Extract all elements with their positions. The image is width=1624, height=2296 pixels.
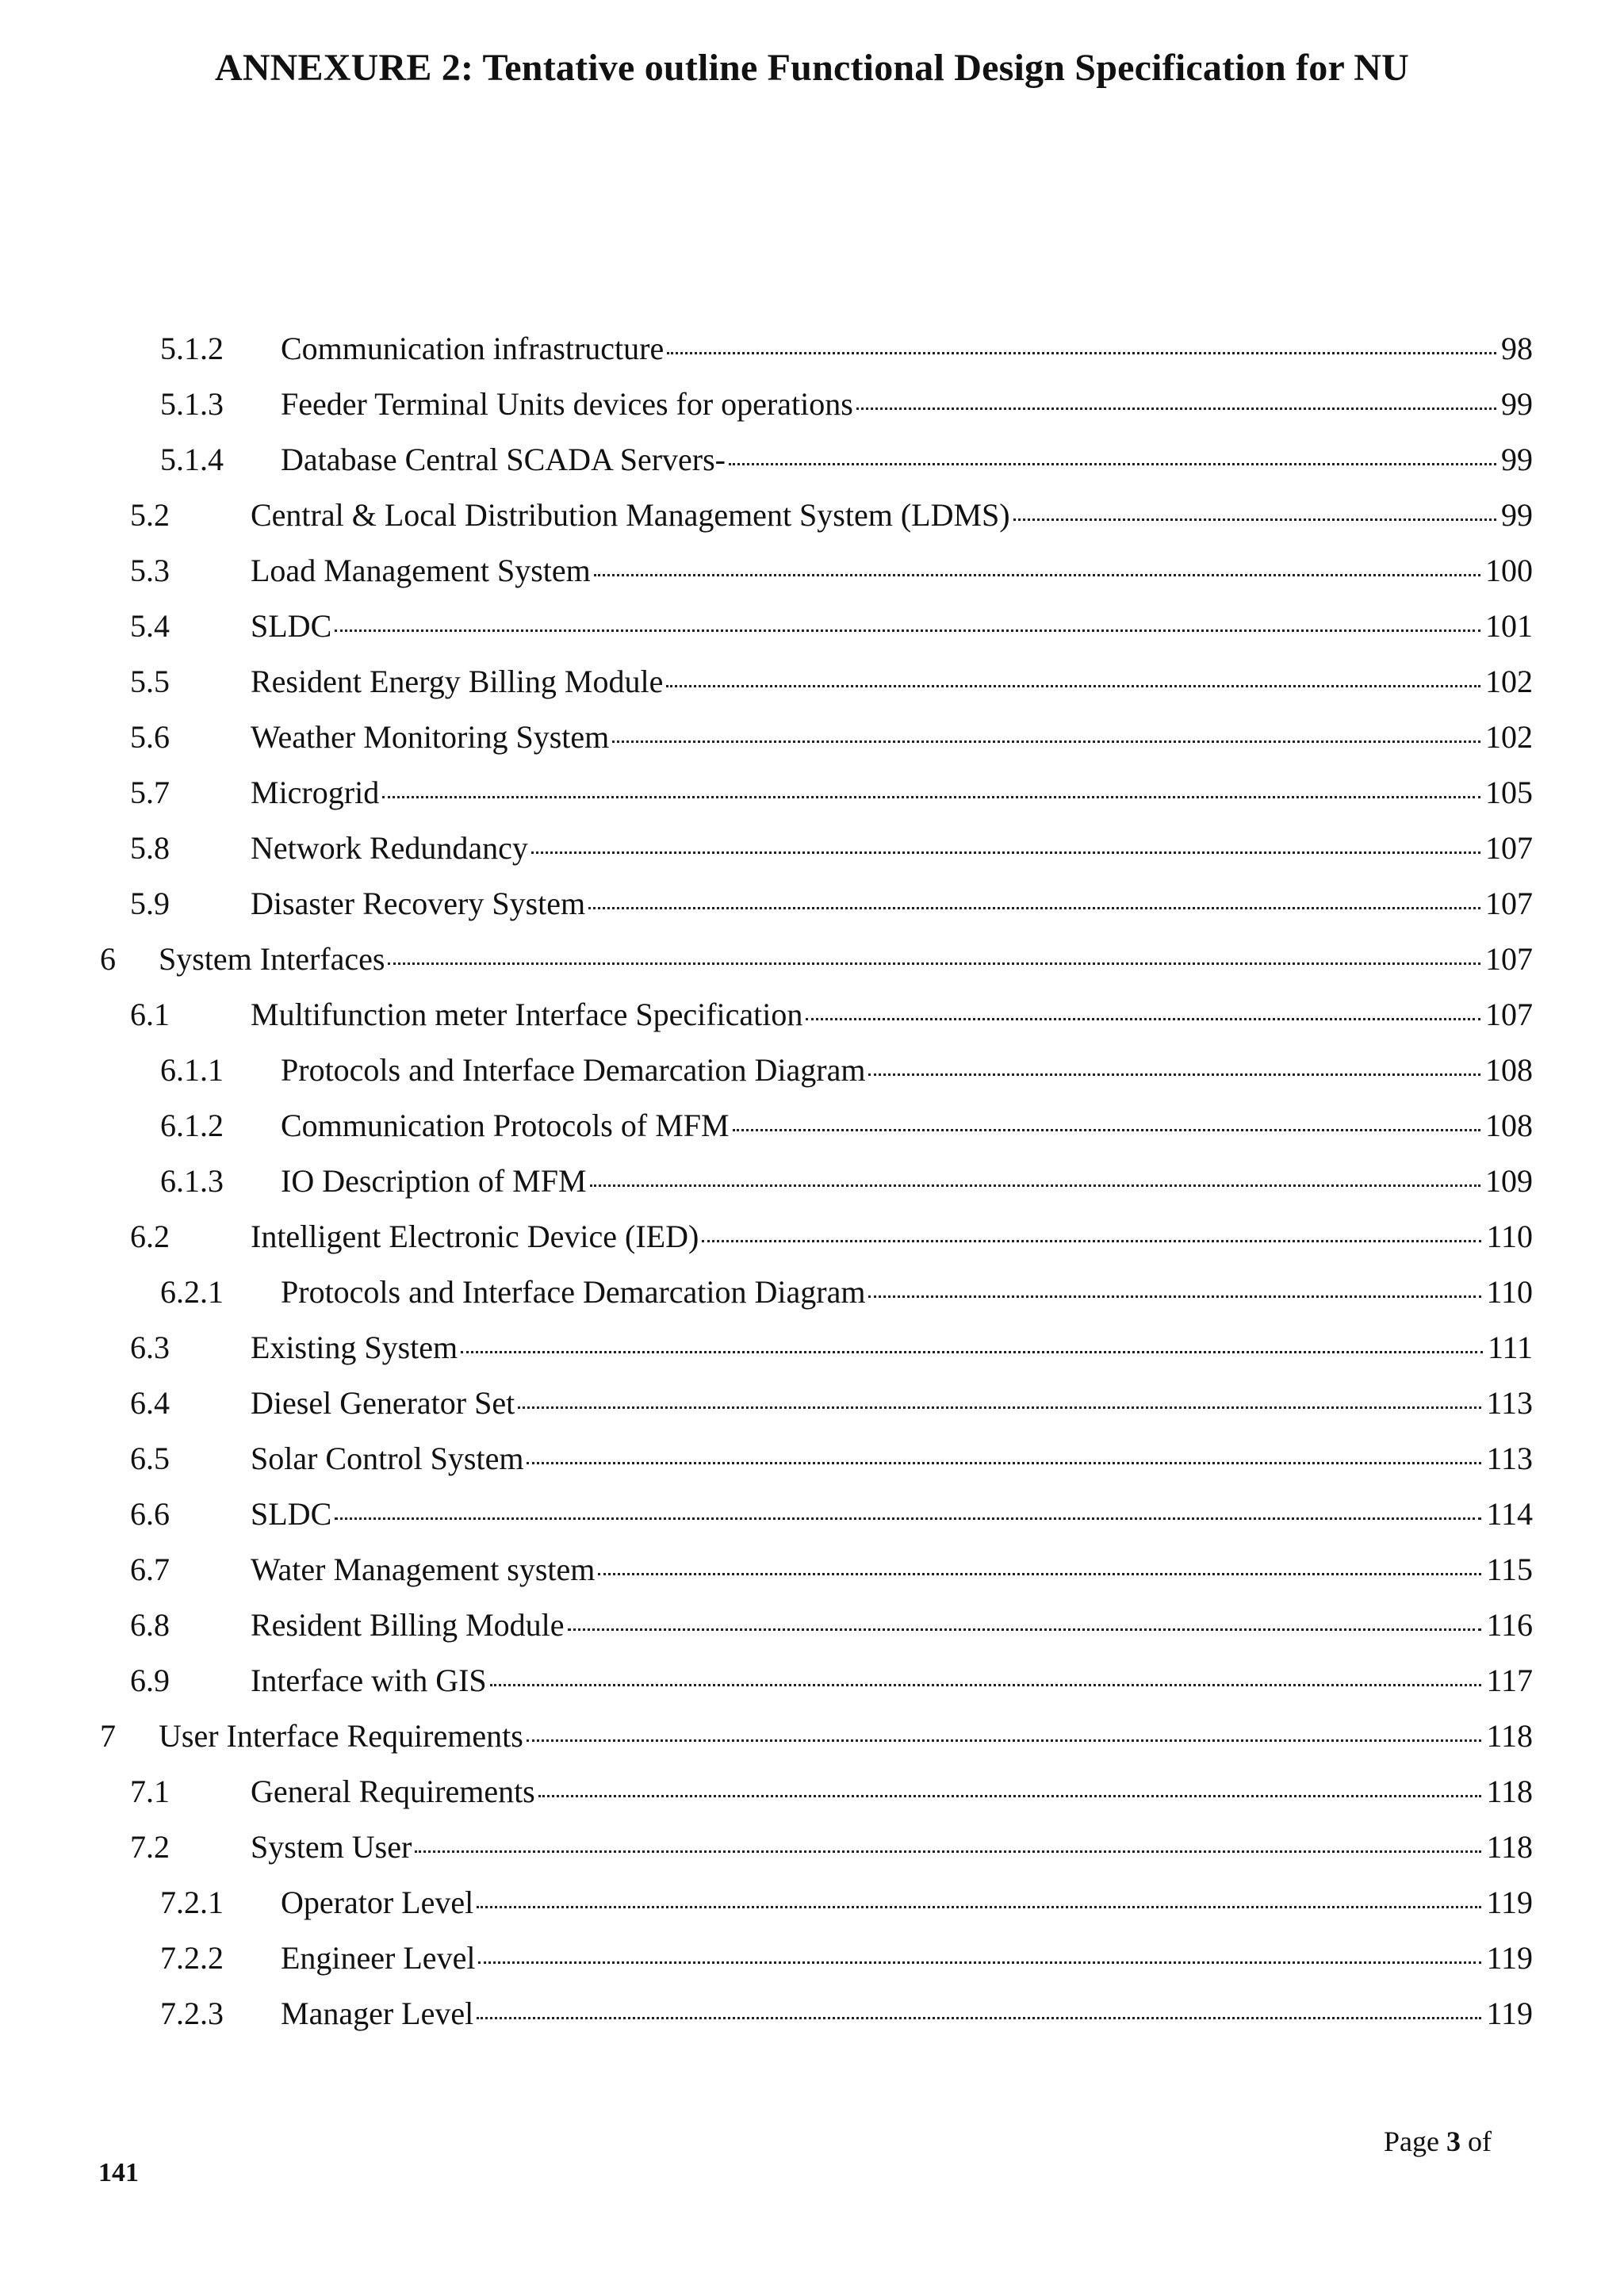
toc-section-title: Solar Control System (251, 1441, 524, 1476)
toc-dot-leader (335, 1517, 1481, 1520)
toc-section-number: 5.8 (130, 830, 170, 866)
toc-dot-leader (531, 851, 1480, 854)
toc-page-number: 118 (1486, 1718, 1533, 1754)
toc-page-number: 116 (1486, 1607, 1533, 1643)
toc-section-title: Interface with GIS (251, 1663, 487, 1698)
toc-dot-leader (856, 408, 1496, 410)
toc-section-number: 6 (100, 941, 116, 977)
toc-page-number: 109 (1485, 1163, 1533, 1199)
current-page: 3 (1446, 2126, 1461, 2157)
toc-entry-link[interactable] (281, 1931, 1533, 1986)
toc-section-number: 6.5 (130, 1441, 170, 1476)
toc-entry-link[interactable] (251, 654, 1533, 710)
toc-dot-leader (538, 1795, 1482, 1797)
toc-section-number: 6.4 (130, 1385, 170, 1421)
toc-page-number: 107 (1485, 997, 1533, 1032)
toc-row[interactable] (0, 1043, 1624, 1098)
toc-section-title: Diesel Generator Set (251, 1385, 515, 1421)
toc-dot-leader (590, 1184, 1480, 1187)
toc-section-title: Microgrid (251, 775, 380, 810)
toc-entry-link[interactable] (251, 876, 1533, 932)
toc-row[interactable] (0, 1931, 1624, 1986)
toc-page-number: 115 (1486, 1552, 1533, 1587)
toc-section-number: 7.2.2 (160, 1940, 224, 1976)
toc-page-number: 113 (1486, 1441, 1533, 1476)
toc-dot-leader (415, 1850, 1481, 1853)
toc-page-number: 110 (1486, 1274, 1533, 1310)
toc-section-title: SLDC (251, 608, 332, 644)
toc-dot-leader (1013, 519, 1496, 521)
toc-dot-leader (527, 1462, 1481, 1464)
toc-section-number: 6.6 (130, 1496, 170, 1532)
toc-page-number: 118 (1486, 1829, 1533, 1865)
toc-entry-link[interactable] (251, 1320, 1533, 1376)
toc-page-number: 114 (1486, 1496, 1533, 1532)
toc-section-title: Operator Level (281, 1885, 474, 1920)
toc-section-title: Engineer Level (281, 1940, 476, 1976)
toc-section-number: 5.9 (130, 886, 170, 921)
toc-section-title: Existing System (251, 1330, 458, 1365)
toc-page-number: 118 (1486, 1774, 1533, 1809)
toc-section-number: 5.6 (130, 719, 170, 755)
toc-row[interactable] (0, 599, 1624, 654)
toc-page-number: 99 (1501, 386, 1533, 422)
toc-page-number: 113 (1486, 1385, 1533, 1421)
toc-page-number: 111 (1487, 1330, 1533, 1365)
toc-row[interactable] (0, 1653, 1624, 1709)
toc-entry-link[interactable] (281, 377, 1533, 432)
toc-entry-link[interactable] (251, 488, 1533, 543)
toc-section-title: Feeder Terminal Units devices for operations (281, 386, 853, 422)
toc-row[interactable] (0, 321, 1624, 377)
toc-entry-link[interactable] (281, 1986, 1533, 2042)
toc-section-number: 7.2 (130, 1829, 170, 1865)
toc-entry-link[interactable] (251, 1653, 1533, 1709)
toc-page-number: 108 (1485, 1052, 1533, 1088)
toc-page-number: 117 (1486, 1663, 1533, 1698)
toc-section-number: 6.1 (130, 997, 170, 1032)
toc-section-number: 6.8 (130, 1607, 170, 1643)
toc-dot-leader (335, 629, 1480, 632)
toc-row[interactable] (0, 1154, 1624, 1209)
toc-section-number: 7 (100, 1718, 116, 1754)
toc-section-title: Central & Local Distribution Management System (LDMS) (251, 497, 1010, 533)
toc-page-number: 119 (1486, 1940, 1533, 1976)
toc-dot-leader (612, 740, 1480, 743)
toc-entry-link[interactable] (281, 1875, 1533, 1931)
toc-row[interactable] (0, 932, 1624, 987)
page-suffix: of (1467, 2126, 1492, 2157)
toc-entry-link[interactable] (251, 1598, 1533, 1653)
toc-section-title: Protocols and Interface Demarcation Diagram (281, 1274, 866, 1310)
toc-section-title: User Interface Requirements (159, 1718, 523, 1754)
toc-entry-link[interactable] (251, 821, 1533, 876)
toc-section-title: General Requirements (251, 1774, 535, 1809)
toc-dot-leader (477, 2017, 1481, 2019)
toc-row[interactable] (0, 876, 1624, 932)
toc-dot-leader (461, 1351, 1483, 1353)
toc-dot-leader (518, 1406, 1481, 1409)
toc-section-number: 5.1.2 (160, 331, 224, 366)
toc-page-number: 102 (1485, 719, 1533, 755)
toc-section-number: 6.1.1 (160, 1052, 224, 1088)
toc-row[interactable] (0, 1098, 1624, 1154)
toc-entry-link[interactable] (251, 987, 1533, 1043)
toc-row[interactable] (0, 1265, 1624, 1320)
toc-row[interactable] (0, 1431, 1624, 1487)
toc-row[interactable] (0, 1320, 1624, 1376)
toc-entry-link[interactable] (251, 1764, 1533, 1820)
toc-dot-leader (388, 962, 1480, 965)
toc-dot-leader (594, 574, 1480, 576)
toc-entry-link[interactable] (281, 321, 1533, 377)
toc-section-title: Multifunction meter Interface Specification (251, 997, 803, 1032)
toc-dot-leader (477, 1906, 1481, 1908)
toc-section-title: Resident Energy Billing Module (251, 664, 664, 699)
toc-section-title: Resident Billing Module (251, 1607, 565, 1643)
toc-section-number: 5.3 (130, 553, 170, 588)
toc-section-number: 7.1 (130, 1774, 170, 1809)
toc-row[interactable] (0, 377, 1624, 432)
toc-section-number: 6.2.1 (160, 1274, 224, 1310)
toc-section-title: Database Central SCADA Servers- (281, 442, 726, 477)
toc-entry-link[interactable] (251, 1431, 1533, 1487)
toc-entry-link[interactable] (251, 599, 1533, 654)
page-prefix: Page (1384, 2126, 1439, 2157)
toc-entry-link[interactable] (251, 710, 1533, 765)
toc-dot-leader (666, 685, 1480, 687)
toc-dot-leader (588, 907, 1480, 909)
toc-dot-leader (667, 352, 1496, 354)
toc-section-title: Protocols and Interface Demarcation Diagram (281, 1052, 866, 1088)
toc-entry-link[interactable] (159, 932, 1533, 987)
toc-section-title: IO Description of MFM (281, 1163, 587, 1199)
toc-page-number: 108 (1485, 1108, 1533, 1143)
toc-page-number: 110 (1486, 1219, 1533, 1254)
toc-row[interactable] (0, 432, 1624, 488)
toc-section-title: Water Management system (251, 1552, 596, 1587)
toc-entry-link[interactable] (159, 1709, 1533, 1764)
toc-row[interactable] (0, 987, 1624, 1043)
toc-dot-leader (702, 1240, 1481, 1242)
toc-page-number: 99 (1501, 497, 1533, 533)
toc-row[interactable] (0, 710, 1624, 765)
total-pages: 141 (98, 2158, 139, 2187)
toc-row[interactable] (0, 543, 1624, 599)
toc-page-number: 107 (1485, 941, 1533, 977)
toc-dot-leader (868, 1295, 1481, 1298)
toc-dot-leader (478, 1961, 1481, 1964)
toc-row[interactable] (0, 1487, 1624, 1542)
toc-entry-link[interactable] (281, 1154, 1533, 1209)
toc-section-title: Load Management System (251, 553, 591, 588)
toc-dot-leader (806, 1018, 1480, 1020)
toc-row[interactable] (0, 1764, 1624, 1820)
toc-entry-link[interactable] (281, 432, 1533, 488)
toc-page-number: 99 (1501, 442, 1533, 477)
toc-row[interactable] (0, 1820, 1624, 1875)
toc-row[interactable] (0, 488, 1624, 543)
toc-dot-leader (382, 796, 1480, 798)
toc-page-number: 101 (1485, 608, 1533, 644)
toc-section-title: System User (251, 1829, 412, 1865)
toc-section-title: Disaster Recovery System (251, 886, 586, 921)
toc-page-number: 119 (1486, 1996, 1533, 2031)
toc-section-number: 5.7 (130, 775, 170, 810)
toc-section-title: Manager Level (281, 1996, 474, 2031)
toc-row[interactable] (0, 1986, 1624, 2042)
toc-dot-leader (490, 1684, 1482, 1686)
toc-section-number: 6.3 (130, 1330, 170, 1365)
toc-page-number: 105 (1485, 775, 1533, 810)
toc-section-number: 5.5 (130, 664, 170, 699)
toc-row[interactable] (0, 821, 1624, 876)
toc-row[interactable] (0, 1209, 1624, 1265)
toc-row[interactable] (0, 654, 1624, 710)
table-of-contents (0, 321, 1624, 2042)
toc-section-title: SLDC (251, 1496, 332, 1532)
toc-page-number: 119 (1486, 1885, 1533, 1920)
toc-entry-link[interactable] (251, 543, 1533, 599)
toc-entry-link[interactable] (251, 1209, 1533, 1265)
toc-dot-leader (868, 1073, 1480, 1076)
toc-dot-leader (729, 463, 1496, 465)
toc-section-title: System Interfaces (159, 941, 385, 977)
toc-section-title: Communication Protocols of MFM (281, 1108, 730, 1143)
toc-entry-link[interactable] (281, 1043, 1533, 1098)
toc-entry-link[interactable] (251, 1542, 1533, 1598)
toc-page-number: 107 (1485, 830, 1533, 866)
toc-row[interactable] (0, 1598, 1624, 1653)
page-title: ANNEXURE 2: Tentative outline Functional Design Specification for NU (214, 47, 1410, 89)
page-number (1384, 2125, 1492, 2158)
toc-entry-link[interactable] (251, 765, 1533, 821)
toc-row[interactable] (0, 1542, 1624, 1598)
toc-section-number: 7.2.1 (160, 1885, 224, 1920)
toc-row[interactable] (0, 1709, 1624, 1764)
toc-entry-link[interactable] (251, 1376, 1533, 1431)
toc-section-title: Weather Monitoring System (251, 719, 610, 755)
toc-section-title: Intelligent Electronic Device (IED) (251, 1219, 699, 1254)
toc-dot-leader (733, 1129, 1480, 1131)
toc-section-number: 7.2.3 (160, 1996, 224, 2031)
toc-entry-link[interactable] (251, 1820, 1533, 1875)
toc-dot-leader (568, 1628, 1482, 1631)
toc-page-number: 102 (1485, 664, 1533, 699)
toc-section-number: 6.9 (130, 1663, 170, 1698)
toc-row[interactable] (0, 765, 1624, 821)
toc-entry-link[interactable] (251, 1487, 1533, 1542)
toc-section-number: 6.1.2 (160, 1108, 224, 1143)
toc-section-number: 6.7 (130, 1552, 170, 1587)
toc-row[interactable] (0, 1376, 1624, 1431)
toc-page-number: 100 (1485, 553, 1533, 588)
toc-row[interactable] (0, 1875, 1624, 1931)
toc-section-number: 5.1.3 (160, 386, 224, 422)
toc-page-number: 107 (1485, 886, 1533, 921)
toc-section-number: 5.1.4 (160, 442, 224, 477)
toc-section-number: 5.2 (130, 497, 170, 533)
toc-entry-link[interactable] (281, 1265, 1533, 1320)
toc-section-title: Network Redundancy (251, 830, 528, 866)
toc-section-title: Communication infrastructure (281, 331, 665, 366)
toc-section-number: 6.2 (130, 1219, 170, 1254)
toc-section-number: 6.1.3 (160, 1163, 224, 1199)
toc-entry-link[interactable] (281, 1098, 1533, 1154)
toc-dot-leader (527, 1739, 1482, 1742)
toc-dot-leader (598, 1573, 1481, 1575)
toc-section-number: 5.4 (130, 608, 170, 644)
toc-page-number: 98 (1501, 331, 1533, 366)
